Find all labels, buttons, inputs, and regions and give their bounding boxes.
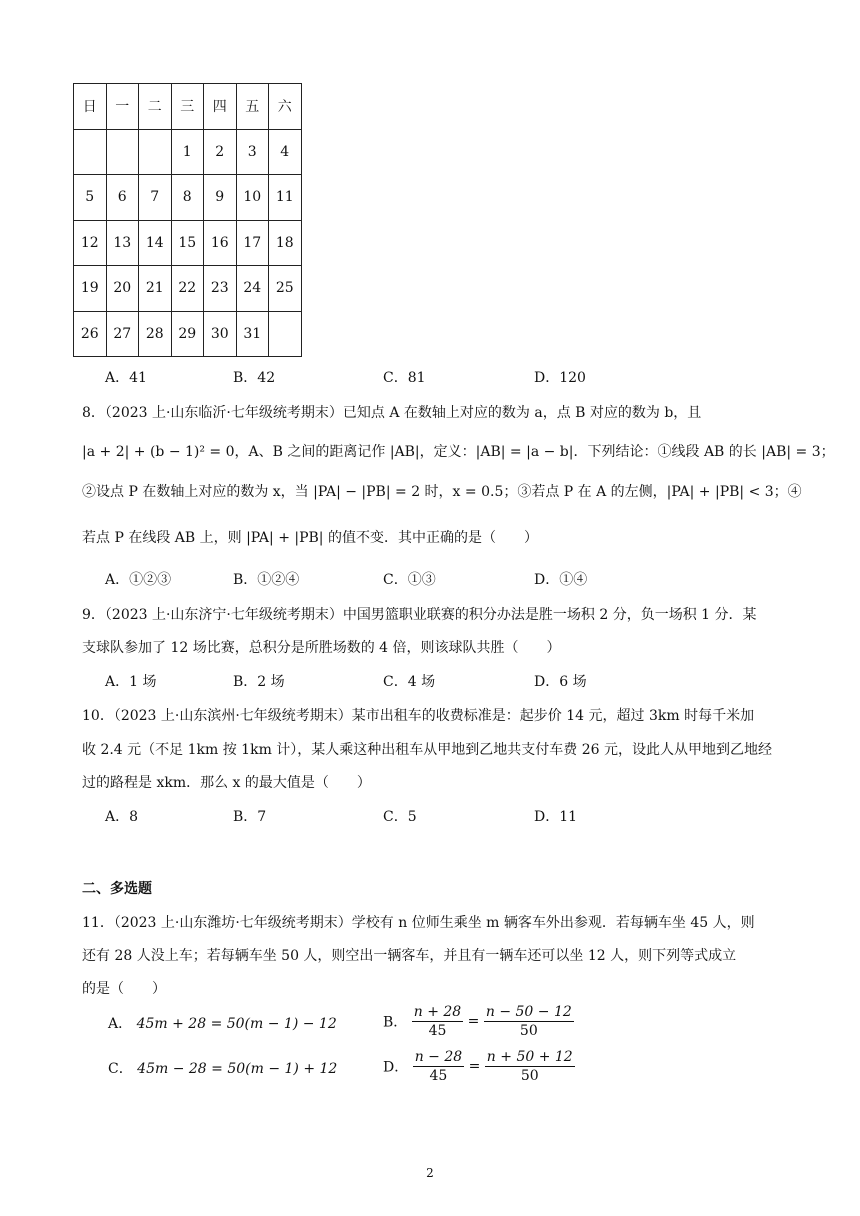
section-heading: 二、多选题	[82, 881, 152, 897]
calendar-day-cell: 8	[171, 175, 204, 221]
q11-option-d	[383, 1048, 575, 1085]
q9-option-d: D．6 场	[534, 674, 587, 690]
q11-option-b-frac-left	[412, 1003, 463, 1040]
frac-denominator: 45	[429, 1068, 448, 1084]
q8-option-c: C．①③	[383, 572, 436, 588]
calendar-weekday-cell: 一	[106, 84, 139, 130]
q7-option-c: C．81	[383, 370, 426, 386]
calendar-day-cell: 24	[236, 266, 269, 312]
q10-option-d: D．11	[534, 809, 578, 825]
calendar-day-cell: 14	[139, 220, 172, 266]
equals-sign: =	[468, 1058, 481, 1075]
calendar-day-cell: 9	[204, 175, 237, 221]
calendar-day-cell: 31	[236, 311, 269, 357]
equals-sign: =	[467, 1013, 480, 1030]
calendar-day-cell: 26	[74, 311, 107, 357]
frac-denominator: 50	[520, 1068, 539, 1084]
q11-line-3: 的是（ ）	[82, 981, 166, 997]
q11-line-2: 还有 28 人没上车；若每辆车坐 50 人，则空出一辆客车，并且有一辆车还可以坐 12 人，则下列等式成立	[82, 948, 737, 964]
q10-line-2: 收 2.4 元（不足 1km 按 1km 计），某人乘这种出租车从甲地到乙地共支付车费 26 元，设此人从甲地到乙地经	[82, 742, 773, 758]
q11-option-d-frac-left	[413, 1048, 464, 1085]
q11-option-d-label: D．	[383, 1059, 409, 1076]
frac-numerator: n + 50 + 12	[486, 1049, 573, 1065]
calendar-day-cell: 3	[236, 129, 269, 175]
calendar-day-cell: 22	[171, 266, 204, 312]
calendar-week-row	[74, 129, 302, 175]
frac-numerator: n − 50 − 12	[485, 1004, 572, 1020]
q11-option-b-frac-right	[484, 1003, 574, 1040]
frac-denominator: 50	[519, 1023, 538, 1039]
calendar-day-cell: 1	[171, 129, 204, 175]
q11-option-d-frac-right	[485, 1048, 575, 1085]
q8-line-2: |a + 2| + (b − 1)² = 0，A、B 之间的距离记作 |AB|，定义：|AB| = |a − b|．下列结论：①线段 AB 的长 |AB| = 3；	[82, 444, 835, 460]
q11-option-b-label: B．	[383, 1014, 408, 1031]
calendar-day-cell: 5	[74, 175, 107, 221]
q8-line-4: 若点 P 在线段 AB 上，则 |PA| + |PB| 的值不变．其中正确的是（ ）	[82, 530, 538, 546]
calendar-day-cell: 17	[236, 220, 269, 266]
calendar-day-cell: 15	[171, 220, 204, 266]
calendar-day-cell: 25	[269, 266, 302, 312]
calendar-day-cell: 18	[269, 220, 302, 266]
calendar-day-cell: 4	[269, 129, 302, 175]
frac-denominator: 45	[428, 1023, 447, 1039]
frac-numerator: n + 28	[413, 1004, 462, 1020]
calendar-day-cell: 12	[74, 220, 107, 266]
calendar-day-cell: 13	[106, 220, 139, 266]
calendar-weekday-cell: 四	[204, 84, 237, 130]
calendar-day-cell: 27	[106, 311, 139, 357]
calendar-day-cell: 21	[139, 266, 172, 312]
calendar-table	[73, 83, 302, 357]
calendar-day-cell	[139, 129, 172, 175]
q10-option-b: B．7	[233, 809, 267, 825]
calendar-week-row	[74, 175, 302, 221]
calendar-day-cell: 7	[139, 175, 172, 221]
q8-line-3: ②设点 P 在数轴上对应的数为 x，当 |PA| − |PB| = 2 时，x = 0.5；③若点 P 在 A 的左侧，|PA| + |PB| < 3；④	[82, 484, 802, 500]
q9-option-c: C．4 场	[383, 674, 436, 690]
calendar-weekday-cell: 三	[171, 84, 204, 130]
calendar-day-cell: 6	[106, 175, 139, 221]
calendar-day-cell: 2	[204, 129, 237, 175]
calendar-header-row	[74, 84, 302, 130]
q11-option-a-equation: 45m + 28 = 50(m − 1) − 12	[136, 1016, 337, 1032]
q11-option-c	[108, 1058, 337, 1078]
q7-option-a: A．41	[105, 370, 147, 386]
calendar-day-cell: 11	[269, 175, 302, 221]
q11-option-c-label: C．	[108, 1061, 133, 1077]
q11-option-a	[108, 1013, 337, 1033]
frac-numerator: n − 28	[414, 1049, 463, 1065]
q11-option-b	[383, 1003, 574, 1040]
calendar-day-cell	[74, 129, 107, 175]
q8-option-b: B．①②④	[233, 572, 300, 588]
calendar-day-cell: 29	[171, 311, 204, 357]
calendar-weekday-cell: 五	[236, 84, 269, 130]
calendar-day-cell: 10	[236, 175, 269, 221]
q8-line-1: 8．（2023 上·山东临沂·七年级统考期末）已知点 A 在数轴上对应的数为 a，点 B 对应的数为 b，且	[82, 405, 702, 421]
q10-line-1: 10．（2023 上·山东滨州·七年级统考期末）某市出租车的收费标准是：起步价 14 元，超过 3km 时每千米加	[82, 708, 755, 724]
q8-option-a: A．①②③	[105, 572, 172, 588]
q11-line-1: 11．（2023 上·山东潍坊·七年级统考期末）学校有 n 位师生乘坐 m 辆客车外出参观．若每辆车坐 45 人，则	[82, 915, 755, 931]
q7-option-d: D．120	[534, 370, 586, 386]
q10-option-c: C．5	[383, 809, 417, 825]
calendar-day-cell	[269, 311, 302, 357]
q11-option-c-equation: 45m − 28 = 50(m − 1) + 12	[137, 1061, 338, 1077]
calendar-day-cell: 16	[204, 220, 237, 266]
q9-option-b: B．2 场	[233, 674, 285, 690]
q9-line-1: 9．（2023 上·山东济宁·七年级统考期末）中国男篮职业联赛的积分办法是胜一场积 2 分，负一场积 1 分．某	[82, 607, 757, 623]
calendar-day-cell: 28	[139, 311, 172, 357]
page-number: 2	[426, 1166, 434, 1180]
q7-option-b: B．42	[233, 370, 276, 386]
calendar-weekday-cell: 日	[74, 84, 107, 130]
calendar-weekday-cell: 二	[139, 84, 172, 130]
calendar-day-cell: 23	[204, 266, 237, 312]
q11-option-a-label: A．	[108, 1016, 133, 1032]
calendar-day-cell: 20	[106, 266, 139, 312]
q9-line-2: 支球队参加了 12 场比赛，总积分是所胜场数的 4 倍，则该球队共胜（ ）	[82, 640, 561, 656]
calendar-week-row	[74, 311, 302, 357]
q10-option-a: A．8	[105, 809, 139, 825]
calendar-weekday-cell: 六	[269, 84, 302, 130]
q9-option-a: A．1 场	[105, 674, 157, 690]
q10-line-3: 过的路程是 xkm．那么 x 的最大值是（ ）	[82, 775, 371, 791]
q8-option-d: D．①④	[534, 572, 588, 588]
calendar-day-cell	[106, 129, 139, 175]
calendar-week-row	[74, 266, 302, 312]
calendar-day-cell: 30	[204, 311, 237, 357]
calendar-day-cell: 19	[74, 266, 107, 312]
calendar-week-row	[74, 220, 302, 266]
